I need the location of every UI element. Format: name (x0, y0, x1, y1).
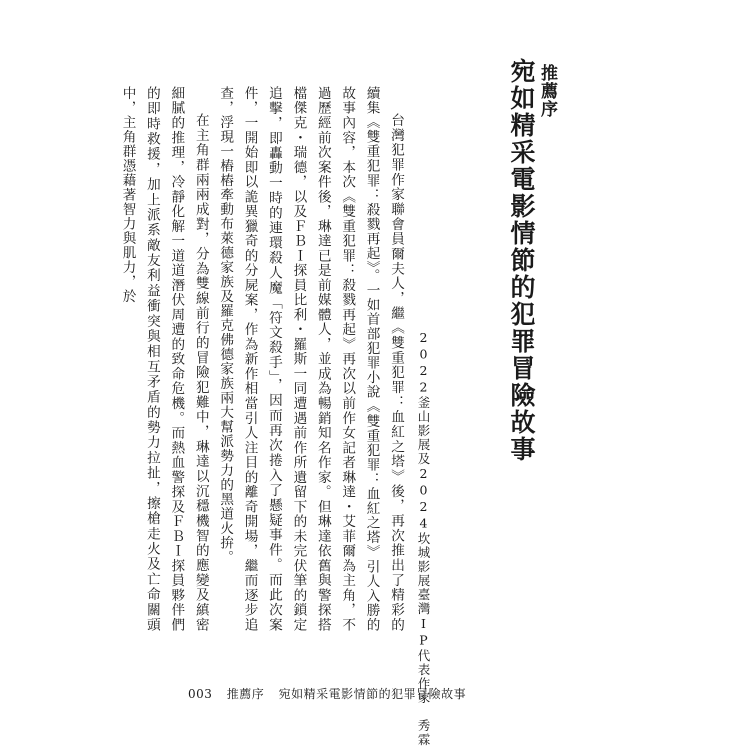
author-byline: 2022釜山影展及2024坎城影展臺灣IP代表作家 秀霖 (416, 330, 431, 747)
body-paragraph: 在主角群兩兩成對，分為雙線前行的冒險犯難中，琳達以沉穩機智的應變及縝密細膩的推理，冷靜化解一道道潛伏周遭的致命危機。而熱血警探及ＦＢＩ探員夥伴們的即時救援，加上派系敵友利益衝突與相互矛盾的勢力拉扯，擦槍走火及亡命關頭中，主角群憑藉著智力與肌力，於 (119, 86, 209, 632)
body-text (119, 86, 408, 632)
page-title: 宛如精采電影情節的犯罪冒險故事 (507, 58, 536, 463)
page-number: 003 (188, 687, 213, 701)
footer-section: 推薦序 (226, 687, 265, 701)
section-label: 推薦序 (537, 64, 557, 118)
running-footer (188, 685, 466, 702)
footer-title: 宛如精采電影情節的犯罪冒險故事 (278, 687, 467, 701)
body-paragraph: 台灣犯罪作家聯會員爾夫人，繼《雙重犯罪：血紅之塔》後，再次推出了精彩的續集《雙重犯罪：殺戮再起》。一如首部犯罪小說《雙重犯罪：血紅之塔》引人入勝的故事內容，本次《雙重犯罪：殺戮再起》再次以前作女記者琳達・艾菲爾為主角，不過歷經前次案件後，琳達已是前媒體人，並成為暢銷知名作家。但琳達依舊與警探搭檔傑克・瑞德，以及ＦＢＩ探員比利・羅斯一同遭遇前作所遺留下的未完伏筆的鎖定追擊，即轟動一時的連環殺人魔「符文殺手」，因而再次捲入了懸疑事件。而此次案件，一開始即以詭異獵奇的分屍案，作為新作相當引人注目的離奇開場，繼而逐步追查，浮現一樁樁牽動布萊德家族及羅克佛德家族兩大幫派勢力的黑道火拚。 (217, 86, 404, 632)
